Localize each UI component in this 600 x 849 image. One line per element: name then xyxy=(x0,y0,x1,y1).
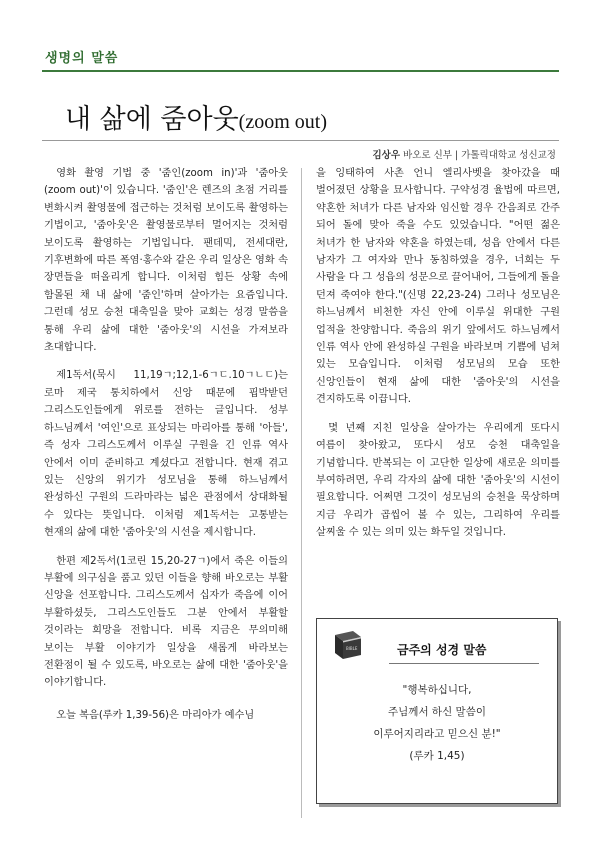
paragraph: 영화 촬영 기법 중 '줌인(zoom in)'과 '줌아웃(zoom out)'이 있습니다. '줌인'은 렌즈의 초점 거리를 변화시켜 촬영물에 접근하는 것처럼 보이도록 촬영하는 기법이고, '줌아웃'은 촬영물로부터 멀어지는 것처럼 보이도록 촬영하는 기법입니다. 팬데믹, 전세대란, 기후변화에 따른 폭염·홍수와 같은 우리 일상은 영화 속 장면들을 떠올리게 합니다. 이처럼 힘든 상황 속에 함몰된 채 내 삶에 '줌인'하며 살아가는 요즘입니다. 그런데 성모 승천 대축일을 맞아 교회는 성경 말씀을 통해 우리 삶에 대한 '줌아웃'의 시선을 가져보라 초대합니다. xyxy=(44,168,288,354)
weekly-verse-box xyxy=(316,618,558,804)
bible-icon xyxy=(331,629,365,661)
top-rule xyxy=(42,70,559,72)
article-title xyxy=(65,97,327,136)
paragraph: 을 잉태하여 사촌 언니 엘리사벳을 찾아갔을 때 벌어졌던 상황을 묘사합니다. 구약성경 율법에 따르면, 약혼한 처녀가 다른 남자와 임신할 경우 간음죄로 간주 되어 돌에 맞아 죽을 수도 있었습니다. "어떤 젊은 처녀가 한 남자와 약혼을 하였는데, 성읍 안에서 다른 남자가 그 여자와 만나 동침하였을 경우, 너희는 두 사람을 다 그 성읍의 성문으로 끌어내어, 그들에게 돌을 던져 죽여야 한다."(신명 22,23-24) 그러나 성모님은 하느님께서 비천한 자신 안에 이루실 위대한 구원 업적을 찬양합니다. 죽음의 위기 앞에서도 하느님께서 인류 역사 안에 완성하실 구원을 바라보며 기쁨에 넘쳐 있는 모습입니다. 이처럼 성모님의 모습 또한 신앙인들이 현재 삶에 대한 '줌아웃'의 시선을 견지하도록 이끕니다. xyxy=(316,168,560,406)
paragraph: 한편 제2독서(1코린 15,20-27ㄱ)에서 죽은 이들의 부활에 의구심을 품고 있던 이들을 향해 바오로는 부활 신앙을 선포합니다. 그리스도께서 십자가 죽음에 이어 부활하셨듯, 그리스도인들도 그분 안에서 부활할 것이라는 희망을 전합니다. 비록 지금은 무의미해 보이는 부활 이야기가 일상을 새롭게 바라보는 전환점이 될 수 있도록, 바오로는 삶에 대한 '줌아웃'을 이야기합니다. xyxy=(44,555,288,689)
box-title-rule xyxy=(389,663,539,664)
verse-line: 이루어지리라고 믿으신 분!" xyxy=(373,728,501,740)
author-affiliation: 바오로 신부 | 가톨릭대학교 성신교정 xyxy=(400,150,556,161)
verse-line: "행복하십니다, xyxy=(402,684,472,696)
paragraph: 오늘 복음(루카 1,39-56)은 마리아가 예수님 xyxy=(56,709,255,721)
title-rule xyxy=(42,140,559,141)
verse-text xyxy=(317,679,557,767)
paragraph: 제1독서(묵시 11,19ㄱ;12,1-6ㄱㄷ.10ㄱㄴㄷ)는 로마 제국 통치하에서 신앙 때문에 핍박받던 그리스도인들에게 위로를 전하는 글입니다. 성부 하느님께서 '여인'으로 표상되는 마리아를 통해 '아들', 즉 성자 그리스도께서 이루실 구원을 긴 인류 역사 안에서 이미 준비하고 계셨다고 전합니다. 현재 겪고 있는 신앙의 위기가 성모님을 통해 하느님께서 완성하신 구원의 드라마라는 넓은 관점에서 상대화될 수 있다는 뜻입니다. 이처럼 제1독서는 고통받는 현재의 삶에 대한 '줌아웃'의 시선을 제시합니다. xyxy=(44,370,288,539)
section-label: 생명의 말씀 xyxy=(45,51,119,66)
byline xyxy=(373,147,557,161)
paragraph: 몇 년째 지친 일상을 살아가는 우리에게 또다시 여름이 찾아왔고, 또다시 성모 승천 대축일을 기념합니다. 반복되는 이 고단한 일상에 새로운 의미를 부여하려면, 우리 각자의 삶에 대한 '줌아웃'의 시선이 필요합니다. 어쩌면 그것이 성모님의 승천을 묵상하며 지금 우리가 곱씹어 볼 수 있는, 그리하여 우리를 살찌울 수 있는 의미 있는 화두일 것입니다. xyxy=(316,422,560,539)
title-latin: (zoom out) xyxy=(238,111,327,133)
author-name: 김상우 xyxy=(372,150,401,161)
svg-text:BIBLE: BIBLE xyxy=(346,646,358,651)
title-main: 내 삶에 줌아웃 xyxy=(65,104,239,135)
left-column xyxy=(44,165,288,735)
box-title: 금주의 성경 말씀 xyxy=(397,643,487,657)
column-divider xyxy=(301,168,302,818)
verse-reference: (루카 1,45) xyxy=(409,750,465,762)
verse-line: 주님께서 하신 말씀이 xyxy=(388,706,486,718)
right-column xyxy=(316,165,560,553)
